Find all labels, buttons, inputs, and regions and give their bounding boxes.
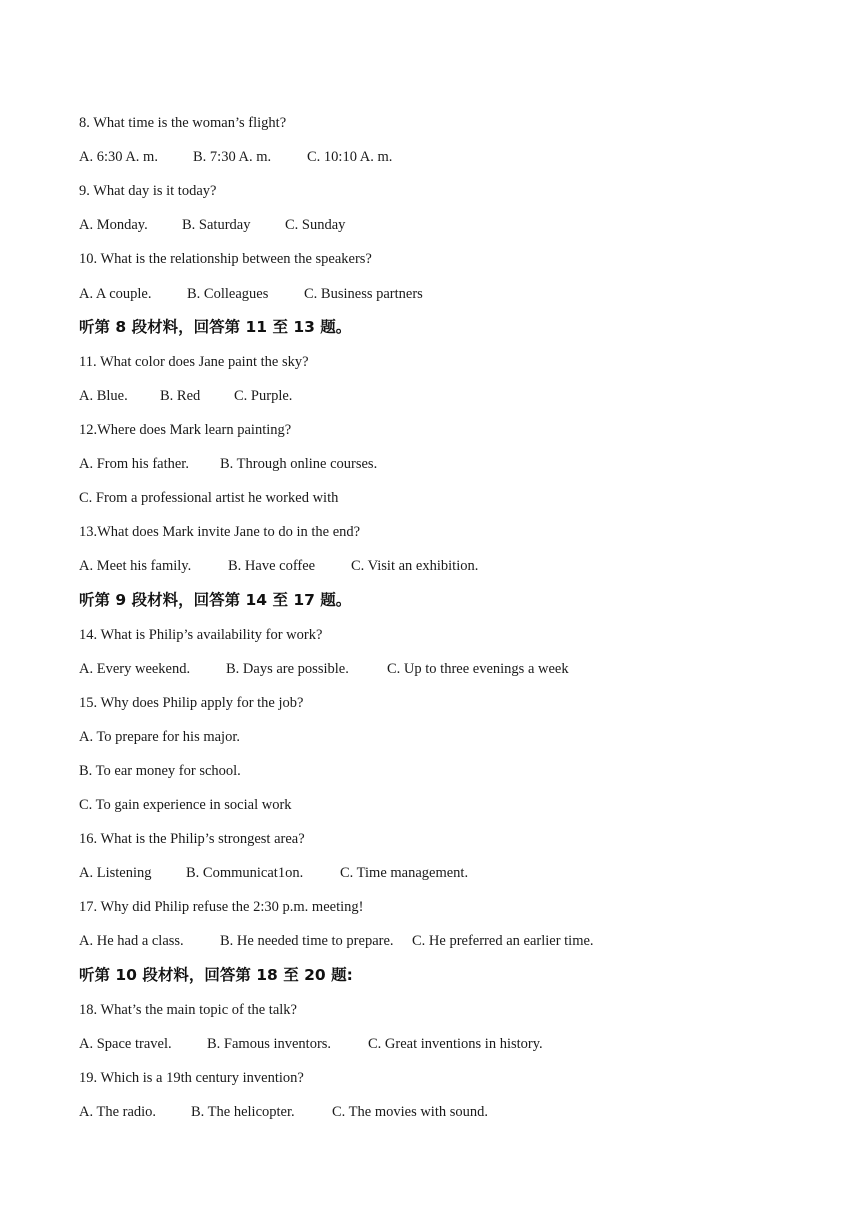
question-16: 16. What is the Philip’s strongest area? <box>79 831 305 847</box>
question-17: 17. Why did Philip refuse the 2:30 p.m. meeting! <box>79 899 364 915</box>
question-15-option-b: B. To ear money for school. <box>79 763 241 779</box>
section-heading-8: 听第 8 段材料，回答第 11 至 13 题。 <box>79 318 352 336</box>
section-heading-10: 听第 10 段材料，回答第 18 至 20 题: <box>79 966 353 984</box>
option-b: B. He needed time to prepare. <box>220 933 394 949</box>
option-a: A. He had a class. <box>79 933 184 949</box>
option-c: C. Great inventions in history. <box>368 1036 543 1052</box>
question-19: 19. Which is a 19th century invention? <box>79 1070 304 1086</box>
question-12: 12.Where does Mark learn painting? <box>79 422 292 438</box>
option-a: A. Every weekend. <box>79 661 191 677</box>
question-8-options <box>79 148 392 166</box>
question-13: 13.What does Mark invite Jane to do in the end? <box>79 524 361 540</box>
option-b: B. 7:30 A. m. <box>193 149 272 165</box>
option-b: B. The helicopter. <box>191 1104 295 1120</box>
option-c: C. 10:10 A. m. <box>307 149 393 165</box>
option-a: A. From his father. <box>79 456 189 472</box>
question-15: 15. Why does Philip apply for the job? <box>79 695 304 711</box>
option-a: A. A couple. <box>79 286 152 302</box>
question-11: 11. What color does Jane paint the sky? <box>79 354 309 370</box>
option-b: B. Days are possible. <box>226 661 349 677</box>
option-b: B. Saturday <box>182 217 251 233</box>
question-13-options <box>79 557 478 575</box>
option-a: A. Monday. <box>79 217 148 233</box>
option-c: C. He preferred an earlier time. <box>412 933 594 949</box>
option-b: B. Communicat1on. <box>186 865 304 881</box>
question-10-options <box>79 285 423 303</box>
question-14-options <box>79 660 569 678</box>
question-11-options <box>79 387 292 405</box>
question-16-options <box>79 864 468 882</box>
question-14: 14. What is Philip’s availability for work? <box>79 627 323 643</box>
option-b: B. Red <box>160 388 201 404</box>
option-c: C. Business partners <box>304 286 423 302</box>
option-a: A. Blue. <box>79 388 128 404</box>
option-a: A. The radio. <box>79 1104 157 1120</box>
question-18: 18. What’s the main topic of the talk? <box>79 1002 297 1018</box>
question-15-option-a: A. To prepare for his major. <box>79 729 240 745</box>
option-b: B. Have coffee <box>228 558 316 574</box>
question-9: 9. What day is it today? <box>79 183 217 199</box>
question-19-options <box>79 1103 488 1121</box>
option-c: C. Sunday <box>285 217 346 233</box>
option-a: A. Listening <box>79 865 152 881</box>
option-c: C. Time management. <box>340 865 469 881</box>
question-17-options <box>79 932 594 950</box>
question-12-options-ab <box>79 455 377 473</box>
question-12-option-c: C. From a professional artist he worked with <box>79 490 339 506</box>
question-8: 8. What time is the woman’s flight? <box>79 115 287 131</box>
question-9-options <box>79 216 345 234</box>
option-c: C. Up to three evenings a week <box>387 661 569 677</box>
option-a: A. 6:30 A. m. <box>79 149 158 165</box>
option-b: B. Famous inventors. <box>207 1036 332 1052</box>
question-18-options <box>79 1035 543 1053</box>
question-15-option-c: C. To gain experience in social work <box>79 797 292 813</box>
option-c: C. Visit an exhibition. <box>351 558 479 574</box>
option-c: C. Purple. <box>234 388 293 404</box>
option-a: A. Meet his family. <box>79 558 192 574</box>
section-heading-9: 听第 9 段材料，回答第 14 至 17 题。 <box>79 591 352 609</box>
question-10: 10. What is the relationship between the speakers? <box>79 251 372 267</box>
option-a: A. Space travel. <box>79 1036 172 1052</box>
option-c: C. The movies with sound. <box>332 1104 489 1120</box>
option-b: B. Through online courses. <box>220 456 378 472</box>
option-b: B. Colleagues <box>187 286 269 302</box>
